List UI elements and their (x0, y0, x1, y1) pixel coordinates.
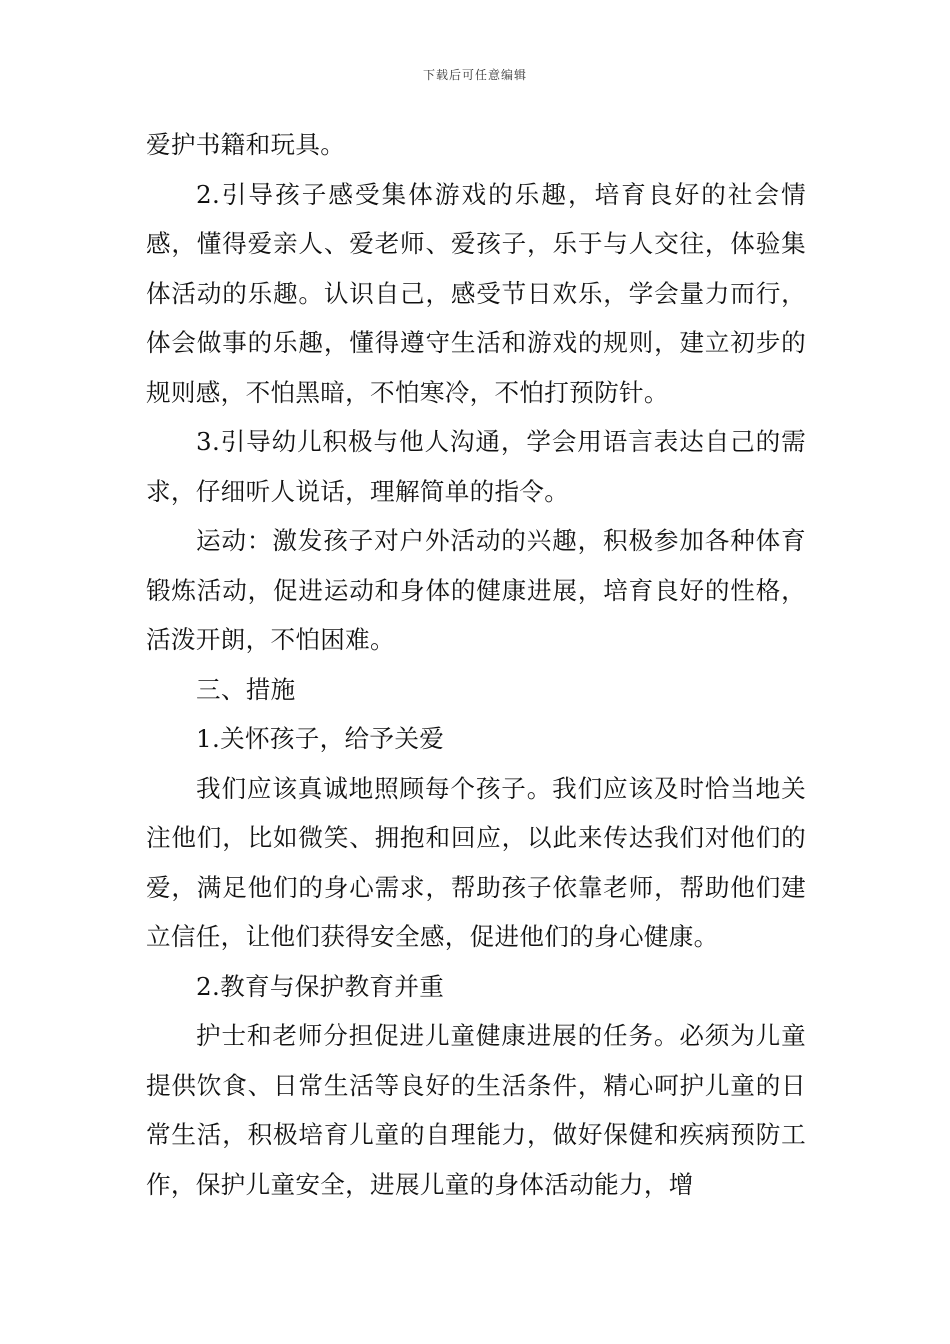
paragraph-5: 我们应该真诚地照顾每个孩子。我们应该及时恰当地关注他们，比如微笑、拥抱和回应，以此来传达我们对他们的爱，满足他们的身心需求，帮助孩子依靠老师，帮助他们建立信任，让他们获得安全感，促进他们的身心健康。 (146, 773, 806, 951)
paragraph-6: 护士和老师分担促进儿童健康进展的任务。必须为儿童提供饮食、日常生活等良好的生活条件，精心呵护儿童的日常生活，积极培育儿童的自理能力，做好保健和疾病预防工作，保护儿童安全，进展儿童的身体活动能力，增 (146, 1021, 806, 1199)
paragraph-3: 3.引导幼儿积极与他人沟通，学会用语言表达自己的需求，仔细听人说话，理解简单的指令。 (146, 427, 806, 506)
document-body (146, 120, 806, 1209)
section-heading-measures: 三、措施 (196, 674, 296, 704)
paragraph-4: 运动：激发孩子对户外活动的兴趣，积极参加各种体育锻炼活动，促进运动和身体的健康进展，培育良好的性格，活泼开朗，不怕困难。 (146, 526, 806, 654)
subheading-1: 1.关怀孩子，给予关爱 (196, 724, 445, 753)
page-header: 下载后可任意编辑 (422, 68, 527, 82)
paragraph-1: 爱护书籍和玩具。 (146, 130, 346, 159)
paragraph-2: 2.引导孩子感受集体游戏的乐趣，培育良好的社会情感，懂得爱亲人、爱老师、爱孩子，乐于与人交往，体验集体活动的乐趣。认识自己，感受节日欢乐，学会量力而行，体会做事的乐趣，懂得遵守生活和游戏的规则，建立初步的规则感，不怕黑暗，不怕寒冷，不怕打预防针。 (146, 179, 806, 407)
subheading-2: 2.教育与保护教育并重 (196, 971, 445, 1001)
